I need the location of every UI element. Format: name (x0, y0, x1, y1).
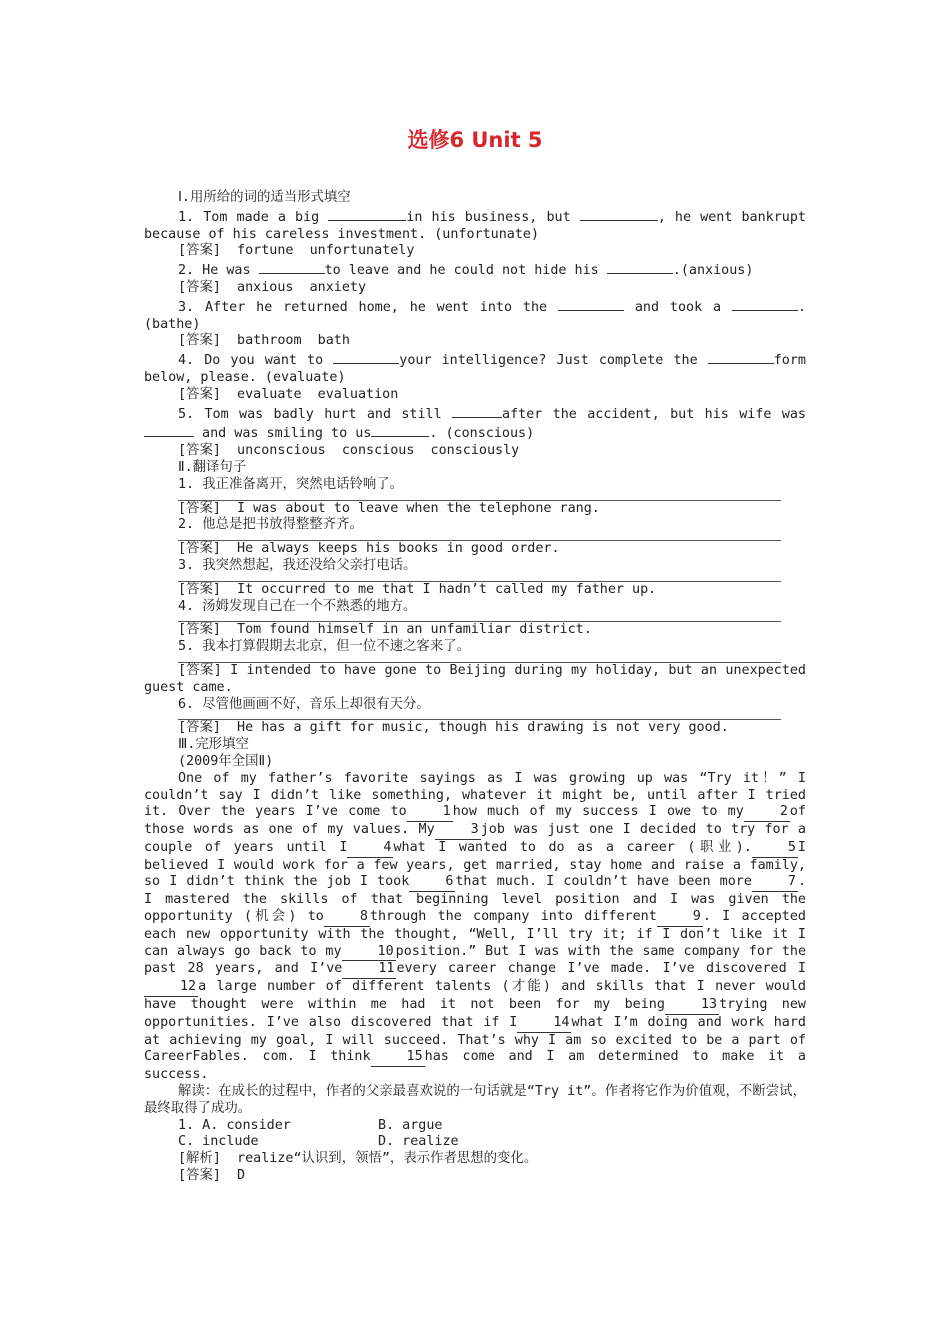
answer-blank (452, 404, 502, 418)
cloze-blank: 8 (324, 909, 370, 927)
passage-text: what I wanted to do as a career (职业). (393, 839, 752, 855)
passage-text: every career change I’ve made. I’ve discovered I (396, 961, 806, 977)
question-text: form below, please. (evaluate) (144, 353, 806, 385)
passage-text: . I mastered the skills of that beginning level position and I was given the opportunity (机会) to (144, 874, 807, 925)
page-title: 选修6 Unit 5 (407, 128, 543, 152)
question-text: 5. Tom was badly hurt and still (178, 406, 453, 422)
passage-text: One of my father’s favorite sayings as I was growing up was “Try it！” I couldn’t say I didn’t like something, whatever it might be, until after I tried it. Over the years I’ve come to (144, 770, 806, 820)
cloze-blank: 7 (752, 874, 798, 892)
answer: [答案] He always keeps his books in good order. (178, 541, 560, 557)
answer-blank (333, 350, 399, 364)
question-4 (144, 350, 806, 387)
answer: [答案] Tom found himself in an unfamiliar district. (178, 622, 592, 638)
question-5 (144, 404, 806, 444)
cloze-blank: 4 (347, 840, 393, 858)
source-note: (2009年全国Ⅱ) (178, 753, 274, 769)
answer-blank (328, 207, 406, 221)
passage-text: . I accepted each new opportunity with the thought, “Well, I’ll try it; if I don’t like it I can always go back to my (144, 909, 806, 959)
answer-blank (558, 297, 624, 311)
cloze-blank: 2 (744, 804, 790, 822)
answer: [答案] He has a gift for music, though his drawing is not very good. (178, 720, 729, 736)
cloze-blank: 14 (517, 1015, 571, 1033)
option-d: D. realize (378, 1134, 459, 1150)
passage-text: what I’m doing and work hard at achieving my goal, I will succeed. That’s why I am so excited to be a part of CareerFables. com. I think (144, 1014, 806, 1065)
translation-prompt: 3. 我突然想起，我还没给父亲打电话。 (178, 557, 417, 573)
question-text: and took a (623, 299, 732, 315)
translation-prompt: 2. 他总是把书放得整整齐齐。 (178, 517, 363, 533)
question-text: .(anxious) (672, 263, 754, 279)
answer: [答案] D (178, 1168, 246, 1184)
worksheet-body (144, 190, 806, 1185)
question-1 (144, 207, 806, 244)
question-text: 4. Do you want to (178, 353, 334, 369)
question-2 (144, 260, 806, 280)
question-text: 3. After he returned home, he went into the (178, 299, 558, 315)
answer-blank (708, 350, 774, 364)
question-3 (144, 297, 806, 334)
passage-text: job was just one I decided to try for a couple of years until I (144, 822, 806, 855)
section-heading: Ⅱ.翻译句子 (178, 459, 247, 475)
cloze-blank: 15 (371, 1049, 425, 1067)
answer: [答案] fortune unfortunately (178, 243, 415, 259)
cloze-blank: 9 (657, 909, 703, 927)
answer: [答案] bathroom bath (178, 333, 350, 349)
passage-text: I believed I would work for a few years, get married, stay home and raise a family, so I didn’t think the job I took (144, 839, 806, 890)
question-text: to leave and he could not hide his (324, 263, 607, 279)
translation-prompt: 1. 我正准备离开，突然电话铃响了。 (178, 476, 404, 492)
options-row (144, 1118, 806, 1135)
question-text: . (bathe) (144, 299, 806, 332)
question-text: and was smiling to us (194, 426, 372, 442)
cloze-blank: 13 (665, 997, 719, 1015)
passage-text: that much. I couldn’t have been more (455, 874, 752, 890)
question-text: in his business, but (406, 209, 580, 225)
answer-blank (607, 260, 673, 274)
cloze-passage (144, 771, 806, 1084)
translation-prompt: 5. 我本打算假期去北京，但一位不速之客来了。 (178, 639, 470, 655)
option-a: 1. A. consider (178, 1117, 291, 1133)
options-row (144, 1134, 806, 1151)
question-text: 2. He was (178, 263, 259, 279)
answer: [答案] evaluate evaluation (178, 386, 399, 402)
answer: [答案] anxious anxiety (178, 279, 367, 295)
cloze-blank: 3 (435, 822, 481, 840)
answer: [答案] unconscious conscious consciously (178, 443, 520, 459)
passage-text: a large number of different talents (才能) and skills that I never would have thought were within me had it not been for my being (144, 979, 806, 1013)
cloze-blank: 11 (342, 961, 396, 979)
cloze-blank: 1 (407, 804, 453, 822)
option-c: C. include (178, 1134, 259, 1150)
cloze-blank: 10 (342, 944, 396, 962)
answer-blank (580, 207, 658, 221)
passage-explanation: 解读：在成长的过程中，作者的父亲最喜欢说的一句话就是“Try it”。作者将它作为价值观，不断尝试，最终取得了成功。 (144, 1084, 806, 1116)
passage-text: through the company into different (369, 909, 657, 925)
answer: [答案] I was about to leave when the telephone rang. (178, 500, 600, 516)
passage-text: of those words as one of my values. My (144, 804, 806, 838)
answer-blank (732, 297, 798, 311)
translation-prompt: 6. 尽管他画画不好，音乐上却很有天分。 (178, 696, 430, 712)
answer-blank (371, 423, 429, 437)
analysis: [解析] realize“认识到，领悟”，表示作者思想的变化。 (178, 1151, 538, 1167)
section-heading: Ⅲ.完形填空 (178, 737, 249, 753)
passage-text: how much of my success I owe to my (452, 804, 744, 820)
question-text: . (conscious) (429, 426, 535, 442)
question-text: your intelligence? Just complete the (399, 353, 708, 369)
question-text: after the accident, but his wife was (502, 406, 806, 422)
passage-text: position.” But I was with the same company for the past 28 years, and I’ve (144, 943, 807, 977)
cloze-blank: 5 (752, 840, 798, 858)
translation-prompt: 4. 汤姆发现自己在一个不熟悉的地方。 (178, 598, 417, 614)
answer-blank (144, 423, 194, 437)
answer: [答案] I intended to have gone to Beijing during my holiday, but an unexpected guest came. (144, 662, 806, 695)
question-text: , he went bankrupt because of his careless investment. (unfortunate) (144, 209, 806, 242)
question-text: 1. Tom made a big (178, 209, 329, 225)
cloze-blank: 12 (144, 979, 198, 997)
option-b: B. argue (378, 1117, 443, 1133)
cloze-blank: 6 (409, 874, 455, 892)
passage-text: has come and I am determined to make it a success. (144, 1049, 806, 1083)
answer: [答案] It occurred to me that I hadn’t called my father up. (178, 581, 657, 597)
answer-blank (259, 260, 325, 274)
section-heading: Ⅰ.用所给的词的适当形式填空 (178, 190, 351, 205)
passage-text: trying new opportunities. I’ve also discovered that if I (144, 997, 806, 1030)
